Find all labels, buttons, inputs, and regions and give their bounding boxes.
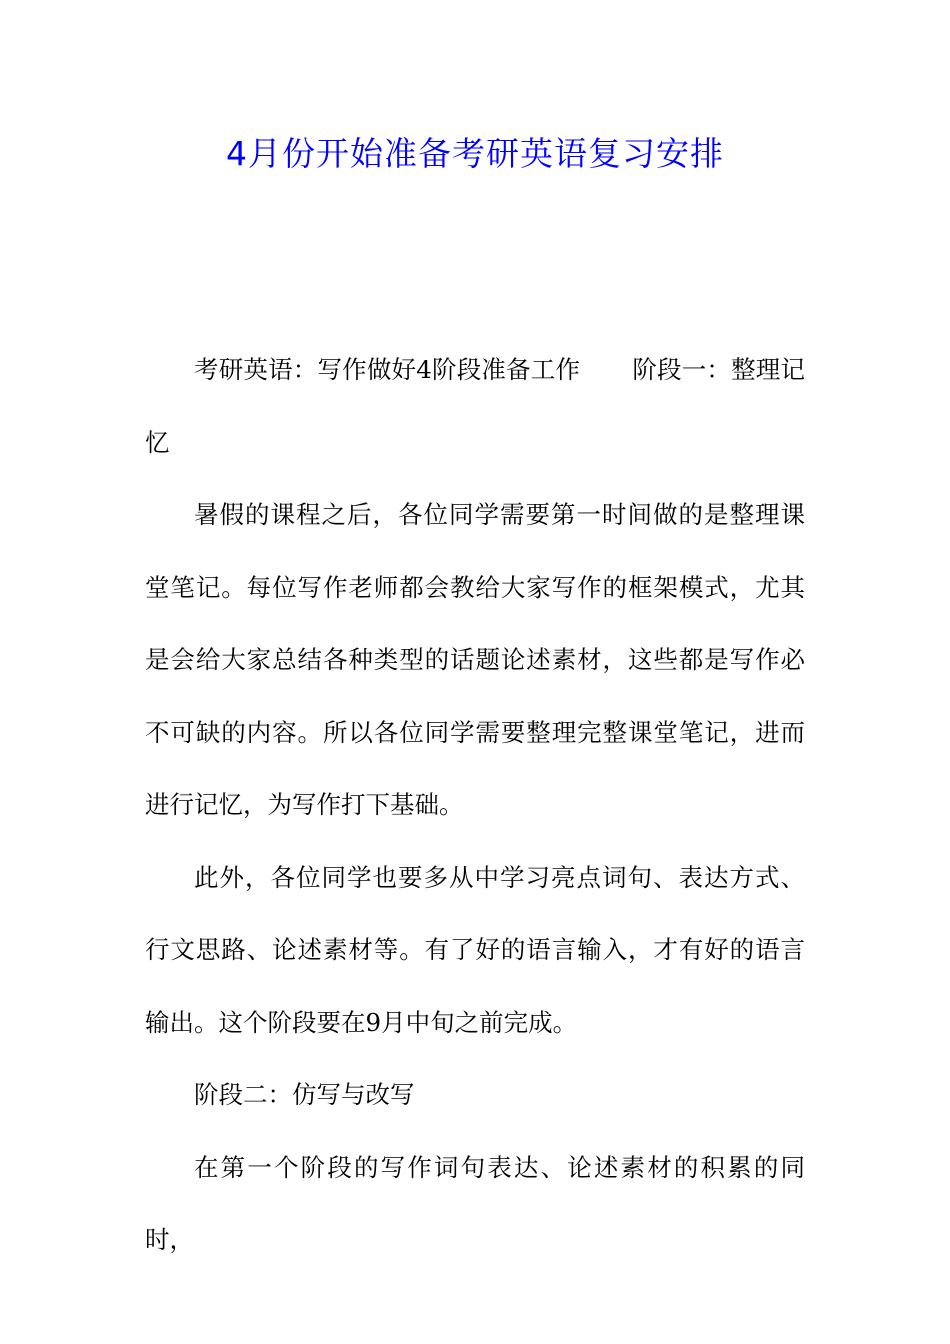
paragraph: 在第一个阶段的写作词句表达、论述素材的积累的同时， xyxy=(145,1152,805,1254)
document-body xyxy=(145,334,805,1277)
stage-two-heading: 阶段二：仿写与改写 xyxy=(194,1080,415,1109)
paragraph-intro xyxy=(145,334,805,479)
stage-one-heading: 阶段一：整理记忆 xyxy=(145,355,805,457)
document-title: 4月份开始准备考研英语复习安排 xyxy=(226,134,724,173)
paragraph: 暑假的课程之后，各位同学需要第一时间做的是整理课堂笔记。每位写作老师都会教给大家写作的框架模式，尤其是会给大家总结各种类型的话题论述素材，这些都是写作必不可缺的内容。所以各位同学需要整理完整课堂笔记，进而进行记忆，为写作打下基础。 xyxy=(145,500,805,819)
intro-heading: 考研英语：写作做好4阶段准备工作 xyxy=(194,355,581,384)
paragraph: 此外，各位同学也要多从中学习亮点词句、表达方式、行文思路、论述素材等。有了好的语言输入，才有好的语言输出。这个阶段要在9月中旬之前完成。 xyxy=(145,862,805,1037)
